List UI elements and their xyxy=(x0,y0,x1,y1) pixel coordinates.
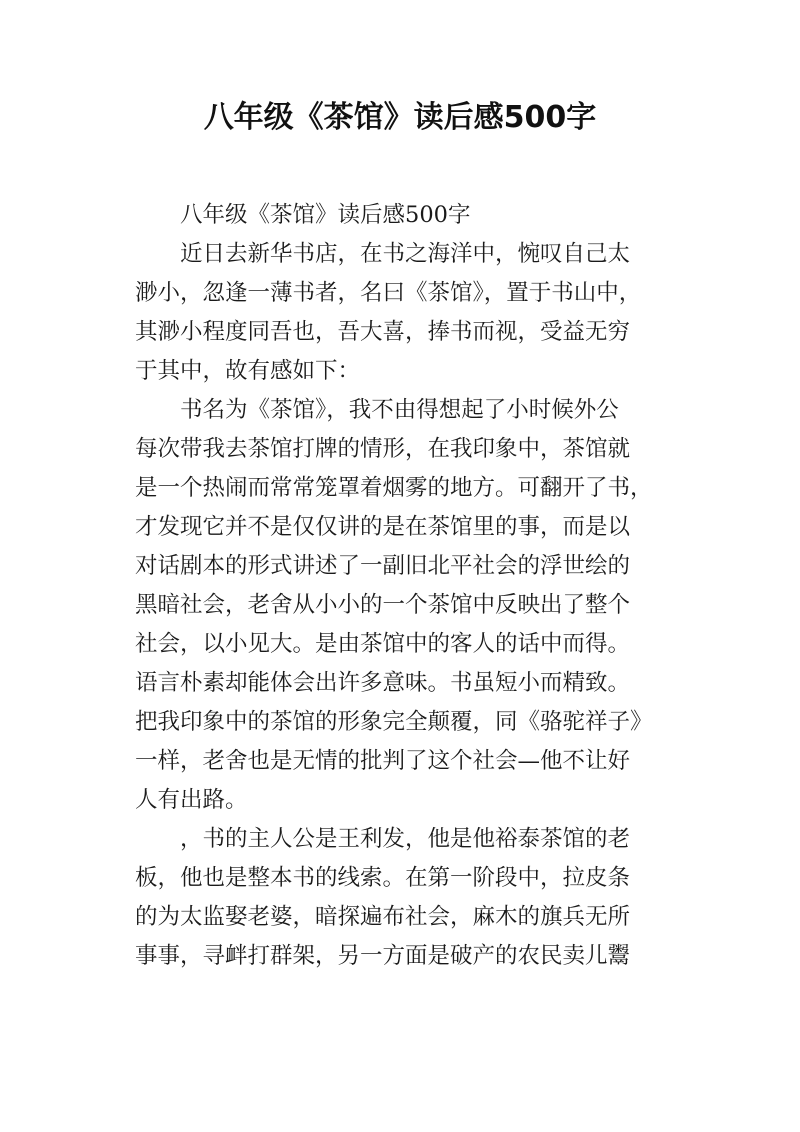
text-line: 对话剧本的形式讲述了一副旧北平社会的浮世绘的 xyxy=(135,553,631,579)
text-line: 书名为《茶馆》，我不由得想起了小时候外公 xyxy=(180,397,619,423)
text-line: 八年级《茶馆》读后感500字 xyxy=(180,202,471,228)
document-title: 八年级《茶馆》读后感500字 xyxy=(203,100,597,135)
text-line: 人有出路。 xyxy=(135,787,248,813)
text-line: 的为太监娶老婆，暗探遍布社会，麻木的旗兵无所 xyxy=(135,904,631,930)
text-line: 每次带我去茶馆打牌的情形，在我印象中，茶馆就 xyxy=(135,436,631,462)
text-line: 社会，以小见大。是由茶馆中的客人的话中而得。 xyxy=(135,631,631,657)
text-line: 板，他也是整本书的线索。在第一阶段中，拉皮条 xyxy=(135,865,631,891)
text-line: 事事，寻衅打群架，另一方面是破产的农民卖儿鬻 xyxy=(135,943,631,969)
text-line: 渺小，忽逢一薄书者，名曰《茶馆》，置于书山中， xyxy=(135,280,642,306)
text-line: 才发现它并不是仅仅讲的是在茶馆里的事，而是以 xyxy=(135,514,631,540)
text-line: 语言朴素却能体会出许多意味。书虽短小而精致。 xyxy=(135,670,631,696)
text-line: 黑暗社会，老舍从小小的一个茶馆中反映出了整个 xyxy=(135,592,631,618)
text-line: 于其中，故有感如下： xyxy=(135,358,361,384)
text-line: 把我印象中的茶馆的形象完全颠覆，同《骆驼祥子》 xyxy=(135,709,653,735)
text-line: 一样，老舍也是无情的批判了这个社会—他不让好 xyxy=(135,748,631,774)
text-line: ，书的主人公是王利发，他是他裕泰茶馆的老 xyxy=(180,826,631,852)
text-line: 其渺小程度同吾也，吾大喜，捧书而视，受益无穷 xyxy=(135,319,631,345)
text-line: 近日去新华书店，在书之海洋中，惋叹自己太 xyxy=(180,241,631,267)
text-line: 是一个热闹而常常笼罩着烟雾的地方。可翻开了书， xyxy=(135,475,653,501)
document-body xyxy=(135,196,670,976)
